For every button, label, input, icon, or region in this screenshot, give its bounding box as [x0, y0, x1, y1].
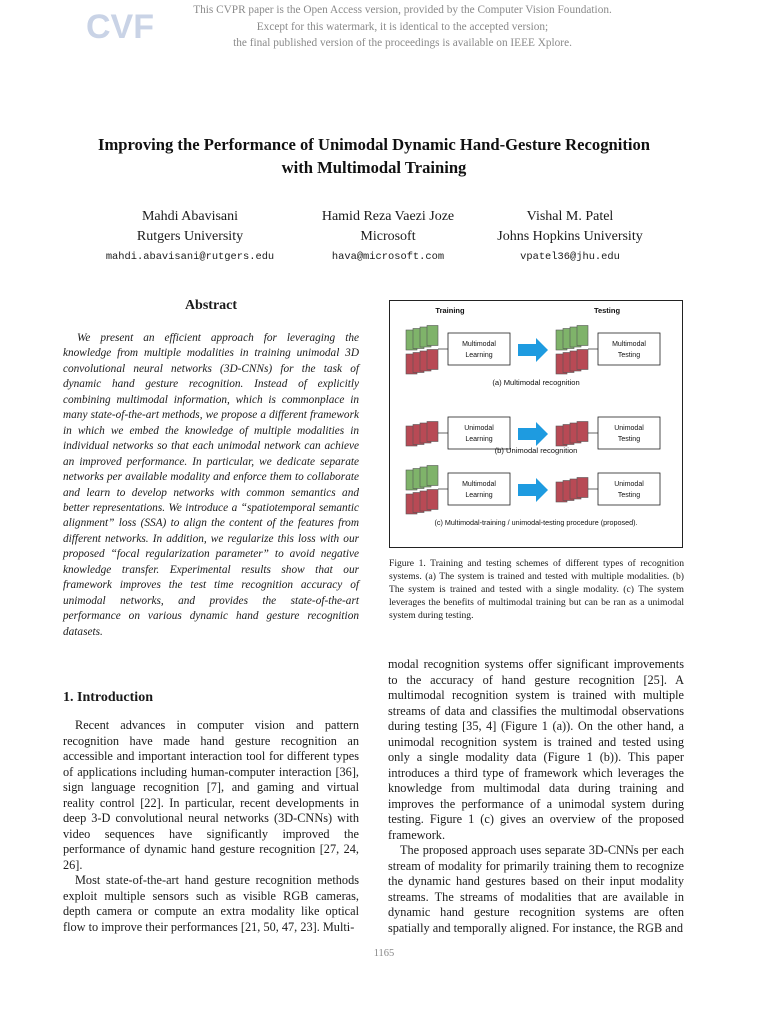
transfer-arrow	[518, 422, 548, 446]
testing-box	[598, 333, 660, 365]
rgb-frame-stack-frame	[577, 350, 588, 370]
testing-box-label: Testing	[617, 492, 641, 499]
rgb-frame-stack-frame	[577, 478, 588, 498]
training-column-label: Training	[435, 306, 465, 315]
transfer-arrow	[518, 338, 548, 362]
testing-box-label: Testing	[617, 352, 641, 359]
intro-right-column	[388, 657, 684, 936]
learning-box	[448, 333, 510, 365]
testing-box-label: Unimodal	[614, 481, 644, 488]
author-email[interactable]: mahdi.abavisani@rutgers.edu	[105, 251, 275, 263]
author-name: Hamid Reza Vaezi Joze	[321, 209, 455, 224]
svg-text:CVF: CVF	[86, 8, 154, 46]
intro-left-column	[63, 718, 359, 935]
subfigure-label: (c) Multimodal-training / unimodal-testing procedure (proposed).	[434, 518, 638, 527]
learning-box-label: Learning	[465, 352, 493, 359]
section-heading: 1. Introduction	[63, 690, 153, 705]
testing-box-label: Testing	[617, 436, 641, 443]
learning-box-label: Learning	[465, 436, 493, 443]
learning-box-label: Multimodal	[462, 481, 496, 488]
learning-box-label: Multimodal	[462, 341, 496, 348]
depth-frame-stack-frame	[427, 466, 438, 486]
transfer-arrow	[518, 478, 548, 502]
author-block	[468, 207, 672, 266]
author-affiliation: Microsoft	[360, 229, 416, 244]
learning-box	[448, 417, 510, 449]
page-number: 1165	[373, 948, 395, 959]
watermark-notice	[150, 2, 655, 52]
figure-1	[389, 300, 683, 548]
title-line: with Multimodal Training	[281, 158, 467, 177]
learning-box-label: Learning	[465, 492, 493, 499]
author-affiliation: Johns Hopkins University	[497, 229, 643, 244]
abstract-text: We present an efficient approach for leveraging the knowledge from multiple modalities in training unimodal 3D convolutional neural networks (3D-CNNs) for the task of dynamic hand gesture recognition. Instead of explicitly combining multimodal information, which is commonplace in many state-of-the-art methods, we propose a different framework in which we embed the knowledge of multiple modalities in individual networks so that each unimodal network can achieve an improved performance. In particular, we dedicate separate networks per available modality and enforce them to collaborate and learn to develop networks with common semantics and better representations. We introduce a “spatiotemporal semantic alignment” loss (SSA) to align the content of the features from different networks. In addition, we regularize this loss with our proposed “focal regularization parameter” to avoid negative knowledge transfer. Experimental results show that our framework improves the test time recognition accuracy of unimodal networks, and provides the state-of-the-art performance on various dynamic hand gesture recognition datasets.	[63, 332, 359, 638]
author-email[interactable]: hava@microsoft.com	[331, 251, 445, 263]
paragraph: The proposed approach uses separate 3D-CNNs per each stream of modality for primarily training them to recognize the dynamic hand gestures based on their input modality streams. The streams of modalities that are available in dynamic hand gesture recognition systems are often spatially and temporally aligned. For instance, the RGB and	[388, 843, 684, 935]
paragraph: modal recognition systems offer significant improvements to the accuracy of hand gesture recognition [25]. A multimodal recognition system is trained with multiple streams of data and classifies the multimodal observations during testing [35, 4] (Figure 1 (a)). On the other hand, a unimodal recognition system is trained and tested using only a single modality data (Figure 1 (b)). This paper introduces a third type of framework which leverages the knowledge from multimodal data during training and improves the performance of a unimodal system during testing. Figure 1 (c) gives an overview of the proposed framework.	[388, 657, 684, 842]
paragraph: Most state-of-the-art hand gesture recognition methods exploit multiple sensors such as visible RGB cameras, depth camera or compute an extra modality like optical flow to improve their performances [21, 50, 47, 23]. Multi-	[63, 873, 359, 934]
author-affiliation: Rutgers University	[136, 229, 244, 244]
cvf-logo	[84, 4, 154, 46]
author-name: Vishal M. Patel	[526, 209, 614, 224]
learning-box	[448, 473, 510, 505]
figure-caption: Figure 1. Training and testing schemes of different types of recognition systems. (a) The system is trained and tested with multiple modalities. (b) The system is trained and tested with a single modality. (c) The system leverages the benefits of multimodal training but can be ran as a unimodal system during testing.	[389, 558, 684, 621]
author-email[interactable]: vpatel36@jhu.edu	[520, 251, 620, 263]
paragraph: Recent advances in computer vision and pattern recognition have made hand gesture recognition an accessible and important interaction tool for different types of applications including human-computer interaction [36], sign language recognition [7], and gaming and virtual reality control [22]. In particular, recent developments in deep 3-D convolutional neural networks (3D-CNNs) with video sequences have significantly improved the performance of dynamic hand gesture recognition [27, 24, 26].	[63, 718, 359, 872]
author-block	[88, 207, 292, 266]
depth-frame-stack-frame	[427, 326, 438, 346]
subfigure-label: (a) Multimodal recognition	[492, 378, 580, 387]
watermark-line: Except for this watermark, it is identical to the accepted version;	[256, 20, 549, 33]
rgb-frame-stack-frame	[577, 422, 588, 442]
watermark-line: This CVPR paper is the Open Access version, provided by the Computer Vision Foundation.	[193, 4, 612, 16]
watermark-line: the final published version of the proceedings is available on IEEE Xplore.	[233, 37, 572, 49]
testing-box	[598, 417, 660, 449]
abstract-heading: Abstract	[184, 298, 238, 313]
testing-box-label: Multimodal	[612, 341, 646, 348]
depth-frame-stack-frame	[577, 326, 588, 346]
paper-title	[40, 133, 708, 179]
subfigure-label: (b) Unimodal recognition	[494, 446, 578, 455]
rgb-frame-stack-frame	[427, 350, 438, 370]
author-block	[286, 207, 490, 266]
rgb-frame-stack-frame	[427, 422, 438, 442]
testing-box-label: Unimodal	[614, 425, 644, 432]
learning-box-label: Unimodal	[464, 425, 494, 432]
author-name: Mahdi Abavisani	[141, 209, 239, 224]
testing-column-label: Testing	[593, 306, 621, 315]
testing-box	[598, 473, 660, 505]
rgb-frame-stack-frame	[427, 490, 438, 510]
title-line: Improving the Performance of Unimodal Dynamic Hand-Gesture Recognition	[97, 135, 650, 154]
figure-diagram	[390, 301, 682, 547]
